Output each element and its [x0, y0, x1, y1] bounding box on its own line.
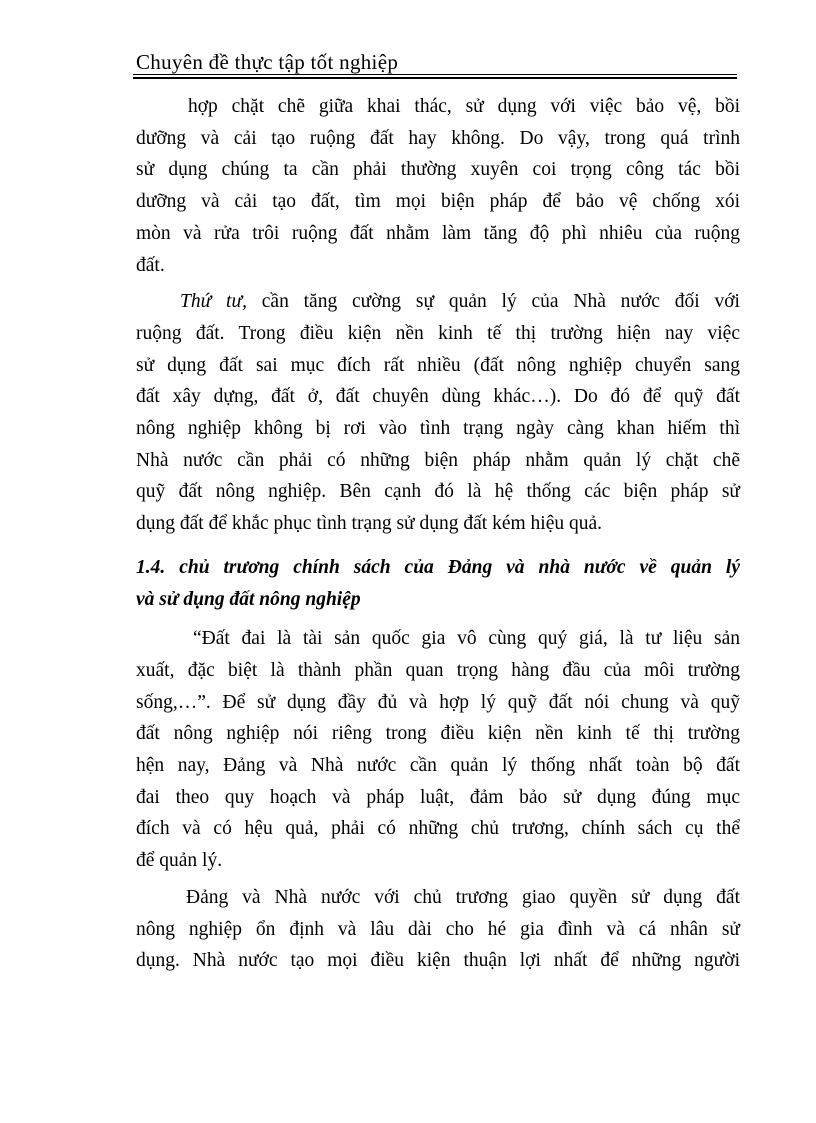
paragraph-4	[136, 882, 740, 977]
lead-phrase-italic: Thứ tư,	[180, 291, 247, 313]
text-line: nông nghiệp không bị rơi vào tình trạng ngày càng khan hiếm thì	[136, 418, 740, 440]
text-line: hợp chặt chẽ giữa khai thác, sử dụng với việc bảo vệ, bồi	[188, 96, 740, 117]
section-heading-line: và sử dụng đất nông nghiệp	[136, 588, 361, 610]
section-heading	[136, 552, 740, 615]
text-line: dưỡng và cải tạo ruộng đất hay không. Do vậy, trong quá trình	[136, 127, 740, 149]
text-line: nông nghiệp ổn định và lâu dài cho hé gia đình và cá nhân sử	[136, 918, 740, 940]
text-line: sống,…”. Để sử dụng đầy đủ và hợp lý quỹ đất nói chung và quỹ	[136, 691, 740, 713]
paragraph-3	[136, 623, 740, 877]
text-line: xuất, đặc biệt là thành phần quan trọng hàng đầu của môi trường	[136, 659, 740, 681]
text-line: hện nay, Đảng và Nhà nước cần quản lý thống nhất toàn bộ đất	[136, 755, 740, 777]
text-line: dụng đất để khắc phục tình trạng sử dụng đất kém hiệu quả.	[136, 513, 603, 535]
text-line: đai theo quy hoạch và pháp luật, đảm bảo sử dụng đúng mục	[136, 786, 740, 808]
text-line: sử dụng đất sai mục đích rất nhiều (đất nông nghiệp chuyển sang	[136, 354, 740, 376]
text-line: đất.	[136, 254, 165, 276]
text-line: dụng. Nhà nước tạo mọi điều kiện thuận lợi nhất để những người	[136, 950, 740, 972]
text-line: để quản lý.	[136, 850, 223, 872]
page-header-title: Chuyên đề thực tập tốt nghiệp	[136, 50, 399, 74]
text-line: Nhà nước cần phải có những biện pháp nhằm quản lý chặt chẽ	[136, 449, 740, 471]
text-line: ruộng đất. Trong điều kiện nền kinh tế thị trường hiện nay việc	[136, 322, 740, 344]
text-line: đích và có hệu quả, phải có những chủ trương, chính sách cụ thể	[136, 818, 740, 840]
text-line: đất nông nghiệp nói riêng trong điều kiện nền kinh tế thị trường	[136, 723, 740, 745]
text-line: dưỡng và cải tạo đất, tìm mọi biện pháp để bảo vệ chống xói	[136, 191, 740, 213]
text-line: sử dụng chúng ta cần phải thường xuyên coi trọng công tác bồi	[136, 159, 740, 181]
text-line: “Đất đai là tài sản quốc gia vô cùng quý giá, là tư liệu sản	[193, 628, 740, 650]
paragraph-1	[136, 91, 740, 281]
text-line: đất xây dựng, đất ở, đất chuyên dùng khác…). Do đó để quỹ đất	[136, 386, 740, 408]
header-rule-thick	[133, 77, 737, 79]
paragraph-2	[136, 286, 740, 540]
text-line: Đảng và Nhà nước với chủ trương giao quyền sử dụng đất	[186, 886, 740, 908]
header-rule-thin	[133, 74, 737, 75]
text-line: mòn và rửa trôi ruộng đất nhằm làm tăng độ phì nhiêu của ruộng	[136, 222, 740, 244]
document-body	[136, 91, 740, 977]
section-heading-line: 1.4. chủ trương chính sách của Đảng và nhà nước về quản lý	[136, 556, 740, 578]
text-line: cần tăng cường sự quản lý của Nhà nước đối với	[246, 291, 740, 313]
text-line: quỹ đất nông nghiệp. Bên cạnh đó là hệ thống các biện pháp sử	[136, 481, 740, 503]
